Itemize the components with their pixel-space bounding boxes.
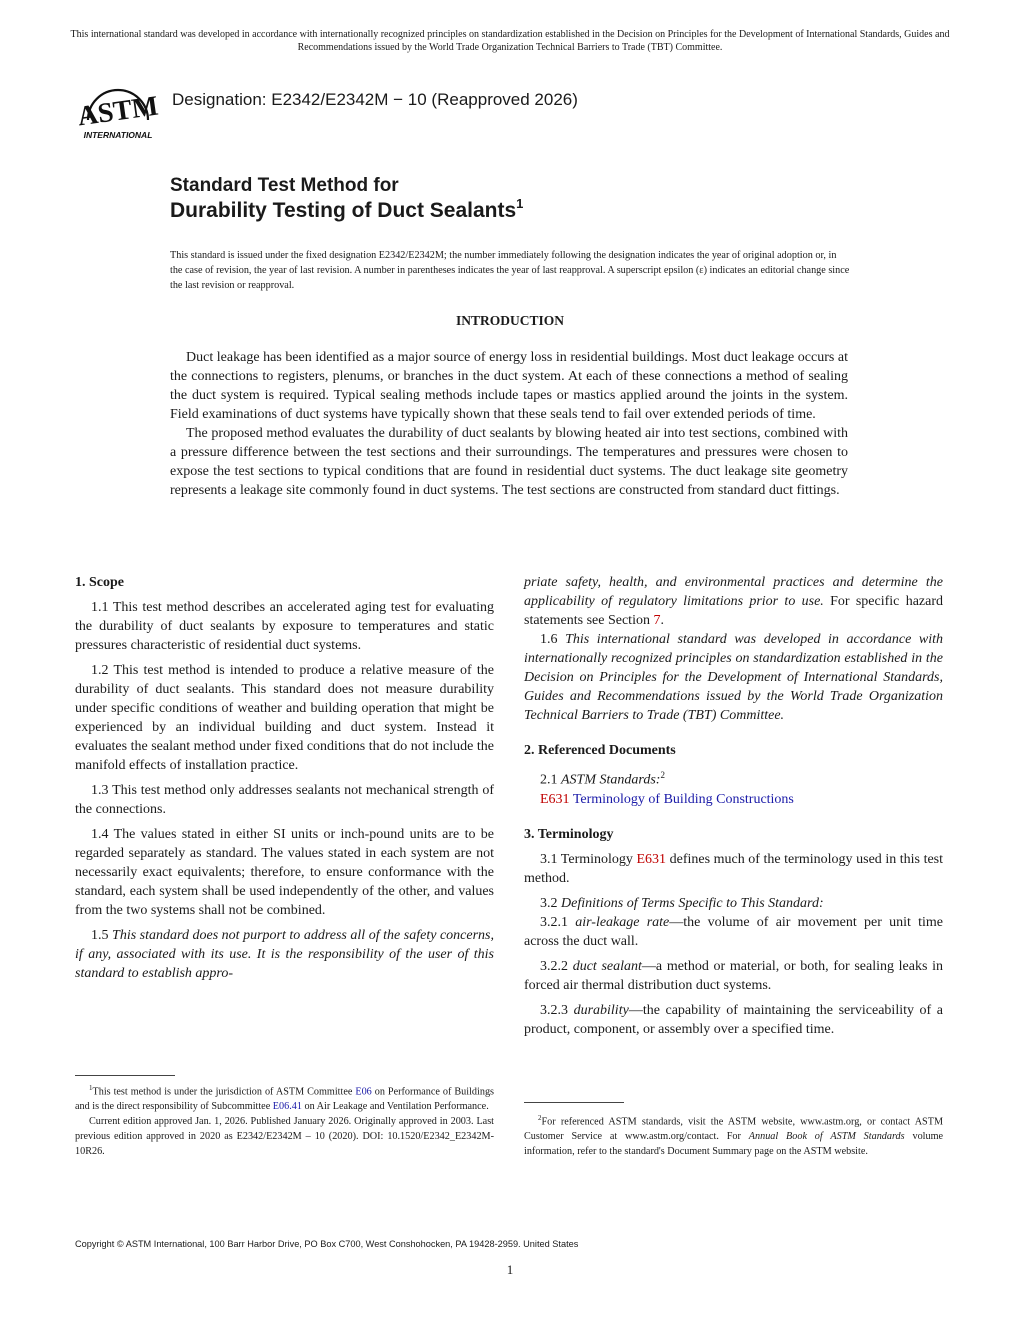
footnote-1-edition: Current edition approved Jan. 1, 2026. Published January 2026. Originally approved in 2003. Last previous edition approved in 2020 as E2342/E2342M – 10 (2020). DOI: 10.1520/E2342_E2342M-10R26. (75, 1116, 494, 1158)
section-1-3: 1.3 This test method only addresses sealants not mechanical strength of the connections. (75, 783, 494, 817)
svg-text:INTERNATIONAL: INTERNATIONAL (83, 130, 153, 140)
title-footnote-ref[interactable]: 1 (516, 196, 524, 211)
intro-paragraph-2: The proposed method evaluates the durability of duct sealants by blowing heated air into test sections, combined with a pressure difference between the test sections and their surroundings. The temperatures and pressures were chosen to expose the test sections to typical conditions that are found in residential duct systems. The duct leakage site geometry represents a leakage site commonly found in duct systems. The test sections are constructed from standard duct fittings. (170, 426, 848, 498)
title-line-1: Standard Test Method for (170, 175, 399, 196)
e06-41-link[interactable]: E06.41 (272, 1101, 302, 1113)
section-2-1: 2.1 ASTM Standards:$^2$ (540, 770, 665, 788)
section-1-4: 1.4 The values stated in either SI units or inch-pound units are to be regarded separately as standard. The values stated in each system are not necessarily exact equivalents; therefore, to ensure conformance with the standard, each system shall be used independently of the other, and values from the two systems shall not be combined. (75, 827, 494, 918)
footnote-2: $^2$For referenced ASTM standards, visit the ASTM website, www.astm.org, or contact ASTM Customer Service at www.astm.org/contact. For Annual Book of ASTM Standards volume information, refer to the standard's Document Summary page on the ASTM website. (524, 1114, 944, 1158)
wto-notice: This international standard was developed in accordance with internationally recognized principles on standardization established in the Decision on Principles for the Development of International Standards, Guides and Recommendations issued by the World Trade Organization Technical Barriers to Trade (TBT) Committee. (70, 29, 950, 53)
section-1-5-part-2: priate safety, health, and environmental practices and determine the applicability of regulatory limitations prior to use. For specific hazard statements see Section 7. (524, 575, 943, 628)
footnote-rule-left (75, 1075, 175, 1076)
e631-link-2[interactable]: E631 (636, 851, 667, 867)
section-1-5-part-1: 1.5 This standard does not purport to address all of the safety concerns, if any, associated with its use. It is the responsibility of the user of this standard to establish appro- (75, 928, 494, 981)
introduction-body (170, 348, 848, 500)
section-terminology-heading: 3. Terminology (524, 826, 614, 842)
section-3-2: 3.2 Definitions of Terms Specific to This Standard: (540, 895, 824, 911)
footnote-rule-right (524, 1102, 624, 1103)
left-column (75, 573, 494, 983)
section-1-6: 1.6 This international standard was developed in accordance with internationally recognized principles on standardization established in the Decision on Principles for the Development of International Standards, Guides and Recommendations issued by the World Trade Organization Technical Barriers to Trade (TBT) Committee. (524, 632, 944, 723)
section-1-2: 1.2 This test method is intended to produce a relative measure of the durability of duct sealants. This standard does not measure durability under specific conditions of weather and building operation that might be experienced by an individual building and duct system. Instead it evaluates the sealant method under fixed conditions that do not include the manifold effects of installation practice. (75, 663, 494, 773)
section-1-1: 1.1 This test method describes an accelerated aging test for evaluating the durability of duct sealants by exposure to temperatures and static pressures characteristic of residential duct systems. (75, 600, 494, 653)
e06-link[interactable]: E06 (355, 1086, 372, 1098)
section-3-2-1: 3.2.1 air-leakage rate—the volume of air movement per unit time across the duct wall. (524, 914, 943, 949)
standard-note: This standard is issued under the fixed designation E2342/E2342M; the number immediately following the designation indicates the year of original adoption or, in the case of revision, the year of last revision. A number in parentheses indicates the year of last reapproval. A superscript epsilon (ε) indicates an editorial change since the last revision or reapproval. (170, 250, 850, 291)
reference-e631 (524, 790, 943, 809)
right-column (524, 573, 943, 1039)
svg-text:ASTM: ASTM (75, 90, 161, 133)
e631-title-link[interactable]: Terminology of Building Constructions (572, 791, 794, 807)
section-3-1: 3.1 Terminology E631 defines much of the terminology used in this test method. (524, 851, 944, 886)
introduction-heading: INTRODUCTION (455, 313, 564, 328)
e631-link[interactable]: E631 (540, 791, 570, 807)
designation: Designation: E2342/E2342M − 10 (Reapproved 2026) (172, 90, 578, 109)
page-number: 1 (506, 1262, 514, 1277)
astm-logo-icon (74, 72, 162, 142)
intro-paragraph-1: Duct leakage has been identified as a major source of energy loss in residential buildings. Most duct leakage occurs at the connections to registers, plenums, or branches in the duct system. At each of these connections a method of sealing the duct system is required. Typical sealing methods include tapes or mastics applied around the joints in the system. Field examinations of duct systems have typically shown that these seals tend to fail over extended periods of time. (170, 350, 848, 422)
section-7-link[interactable]: 7 (653, 613, 661, 628)
astm-logo (74, 72, 162, 142)
copyright: Copyright © ASTM International, 100 Barr Harbor Drive, PO Box C700, West Conshohocken, PA 19428-2959. United States (75, 1239, 579, 1249)
title-line-2: Durability Testing of Duct Sealants$^1$ (170, 196, 524, 222)
footnote-1: $^1$This test method is under the jurisdiction of ASTM Committee E06 on Performance of Buildings and is the direct responsibility of Subcommittee E06.41 on Air Leakage and Ventilation Performance. Current edition approved Jan. 1, 2026. Published January 2026. Originally approved in 2003. Last previous edition approved in 2020 as E2342/E2342M – 10 (2020). DOI: 10.1520/E2342_E2342M-10R26. (75, 1084, 494, 1158)
section-scope-heading: 1. Scope (75, 575, 124, 590)
section-3-2-2: 3.2.2 duct sealant—a method or material, or both, for sealing leaks in forced air thermal distribution duct systems. (524, 958, 944, 993)
section-3-2-3: 3.2.3 durability—the capability of maintaining the serviceability of a product, component, or assembly over a specified time. (524, 1002, 943, 1037)
section-referenced-heading: 2. Referenced Documents (524, 743, 676, 758)
